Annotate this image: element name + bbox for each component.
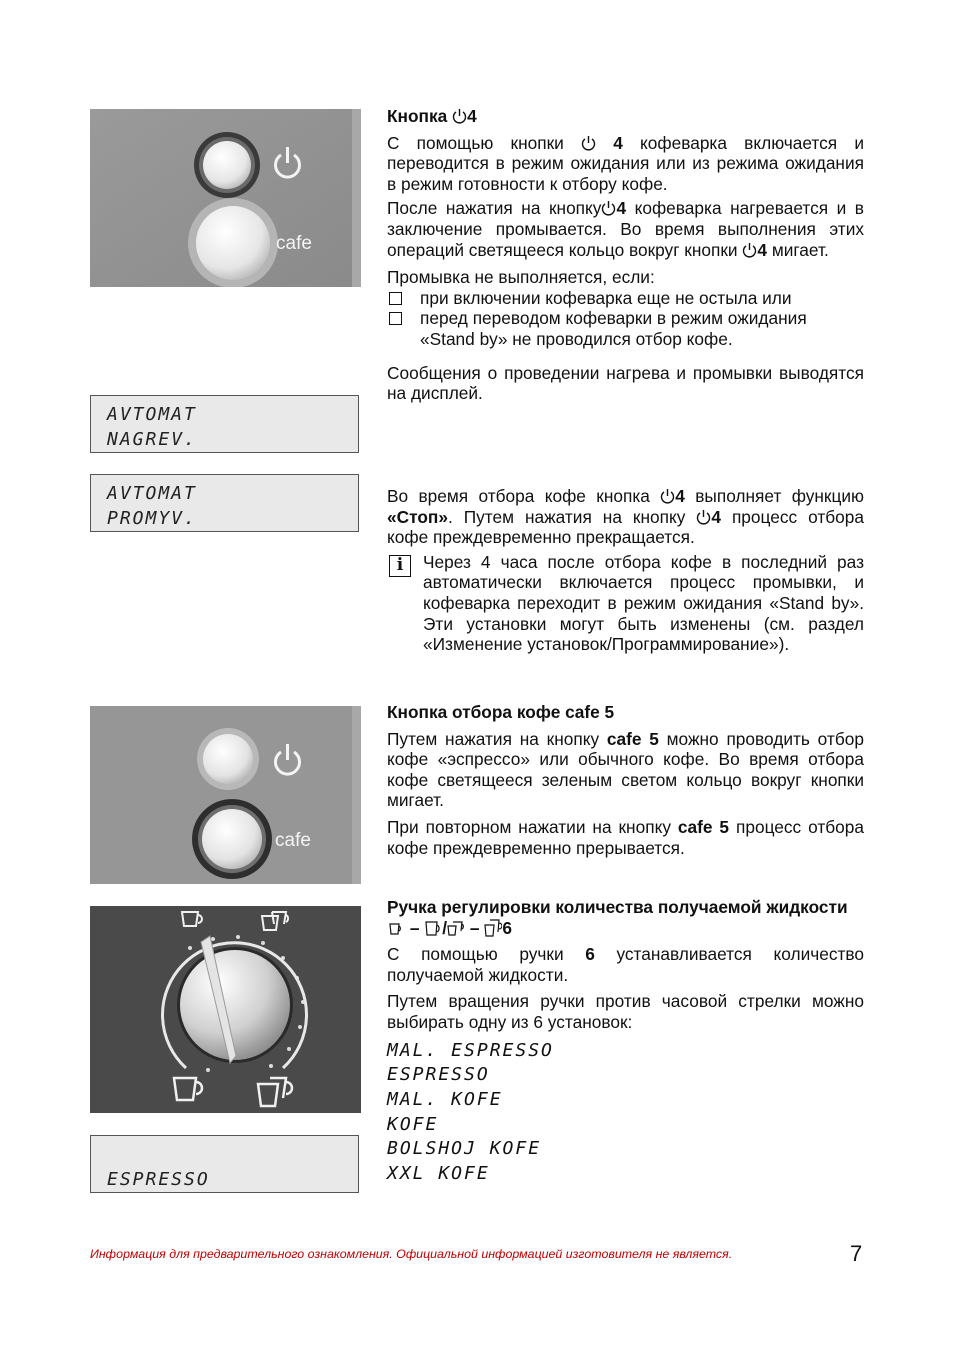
paragraph	[387, 486, 864, 548]
text: процесс отбора кофе преждевременно прекращается.	[387, 506, 864, 548]
number: 4	[616, 198, 627, 219]
paragraph	[387, 944, 864, 985]
cups-double-small-icon	[447, 919, 465, 937]
text: . Путем нажатия на кнопку	[447, 506, 686, 527]
text: С помощью ручки	[387, 944, 564, 965]
photo-volume-knob	[90, 906, 361, 1113]
number: 4	[675, 486, 685, 506]
setting-item: XXL KOFE	[387, 1163, 490, 1185]
section-power-button	[387, 106, 864, 404]
display-line: NAGREV.	[107, 429, 197, 450]
dash: –	[469, 917, 480, 938]
number: 4	[711, 506, 721, 527]
heading-number: 4	[467, 106, 477, 126]
heading-power-button	[387, 106, 864, 127]
paragraph	[387, 133, 864, 195]
text: процесс отбора кофе преждевременно прерывается.	[387, 816, 864, 858]
text: С помощью кнопки	[387, 132, 564, 153]
paragraph: Промывка не выполняется, если:	[387, 267, 655, 288]
display-line	[107, 1142, 358, 1167]
paragraph	[387, 198, 864, 260]
power-icon	[581, 135, 596, 151]
text: кофеварка включается и переводится в режим ожидания или из режима ожидания в режим готовности к отбору кофе.	[387, 132, 864, 194]
text: устанавливается количество получаемой жидкости.	[387, 944, 864, 985]
cups-double-large-icon	[484, 919, 502, 937]
info-note	[387, 552, 864, 655]
display-line: ESPRESSO	[107, 1169, 210, 1190]
list-item	[387, 308, 864, 349]
heading-text: Ручка регулировки количества получаемой жидкости	[387, 897, 848, 917]
cup-large-icon	[424, 919, 442, 937]
display-espresso	[90, 1135, 359, 1193]
display-line: AVTOMAT	[107, 404, 197, 425]
dash: –	[409, 917, 420, 938]
photo-power-button	[90, 109, 361, 287]
button-ref: cafe 5	[606, 728, 659, 749]
footer-disclaimer: Информация для предварительного ознакомления. Официальной информацией изготовителя не является.	[90, 1247, 733, 1261]
display-line: AVTOMAT	[107, 483, 197, 504]
paragraph	[387, 729, 864, 811]
display-rinsing	[90, 474, 359, 532]
setting-item: BOLSHOJ KOFE	[387, 1138, 542, 1160]
text: Путем нажатия на кнопку	[387, 728, 600, 749]
power-icon	[660, 488, 675, 504]
info-text: Через 4 часа после отбора кофе в последний раз автоматически включается процесс промывки, и кофеварка переходит в режим ожидания «Stand by». Эти установки могут быть изменены (см. раздел «Изменение установок/Программирование»).	[423, 551, 864, 655]
button-ref: cafe 5	[677, 816, 730, 837]
text: кофеварка нагревается и в заключение промывается. Во время выполнения этих операций светящееся кольцо вокруг кнопки	[387, 198, 864, 260]
text: Во время отбора кофе кнопка	[387, 486, 650, 506]
list-item-text: перед переводом кофеварки в режим ожидания «Stand by» не проводился отбор кофе.	[420, 308, 807, 349]
cup-small-icon	[387, 919, 405, 937]
info-icon: i	[389, 555, 411, 577]
list-item	[387, 288, 864, 309]
section-stop-function	[387, 486, 864, 655]
text: При повторном нажатии на кнопку	[387, 816, 671, 837]
photo-cafe-button	[90, 706, 361, 884]
paragraph	[387, 817, 864, 858]
power-icon	[696, 509, 711, 525]
paragraph: Путем вращения ручки против часовой стрелки можно выбирать одну из 6 установок:	[387, 991, 864, 1032]
display-line: PROMYV.	[107, 508, 197, 529]
stop-label: «Стоп»	[387, 506, 448, 527]
list-item-text: при включении кофеварка еще не остыла или	[420, 287, 792, 308]
power-icon	[452, 108, 467, 124]
setting-item: MAL. KOFE	[387, 1088, 503, 1110]
slash: /	[442, 917, 448, 938]
text: мигает.	[771, 239, 829, 260]
checkbox-bullet-icon	[389, 292, 402, 305]
number: 4	[613, 132, 623, 153]
settings-list	[387, 1039, 864, 1187]
setting-item: MAL. ESPRESSO	[387, 1039, 554, 1061]
heading-text: Кнопка	[387, 106, 448, 126]
text: После нажатия на кнопку	[387, 198, 602, 219]
section-volume-knob	[387, 897, 864, 1187]
section-cafe-button	[387, 702, 864, 858]
checkbox-bullet-icon	[389, 312, 402, 325]
number: 4	[757, 239, 768, 260]
page-number: 7	[850, 1241, 863, 1266]
heading-cafe-button: Кнопка отбора кофе cafe 5	[387, 702, 615, 722]
paragraph: Сообщения о проведении нагрева и промывки выводятся на дисплей.	[387, 362, 864, 404]
display-heating	[90, 395, 359, 453]
cafe-label: cafe	[276, 233, 312, 254]
power-icon	[742, 242, 757, 258]
heading-number: 6	[502, 917, 512, 938]
setting-item: KOFE	[387, 1113, 439, 1135]
setting-item: ESPRESSO	[387, 1064, 490, 1086]
heading-volume-knob	[387, 897, 864, 938]
text: можно проводить отбор кофе «эспрессо» или обычного кофе. Во время отбора кофе светящееся зеленым светом кольцо вокруг кнопки мигает.	[387, 728, 864, 811]
power-icon	[601, 200, 616, 216]
number: 6	[585, 944, 595, 965]
cafe-label: cafe	[275, 830, 311, 851]
text: выполняет функцию	[695, 486, 864, 506]
